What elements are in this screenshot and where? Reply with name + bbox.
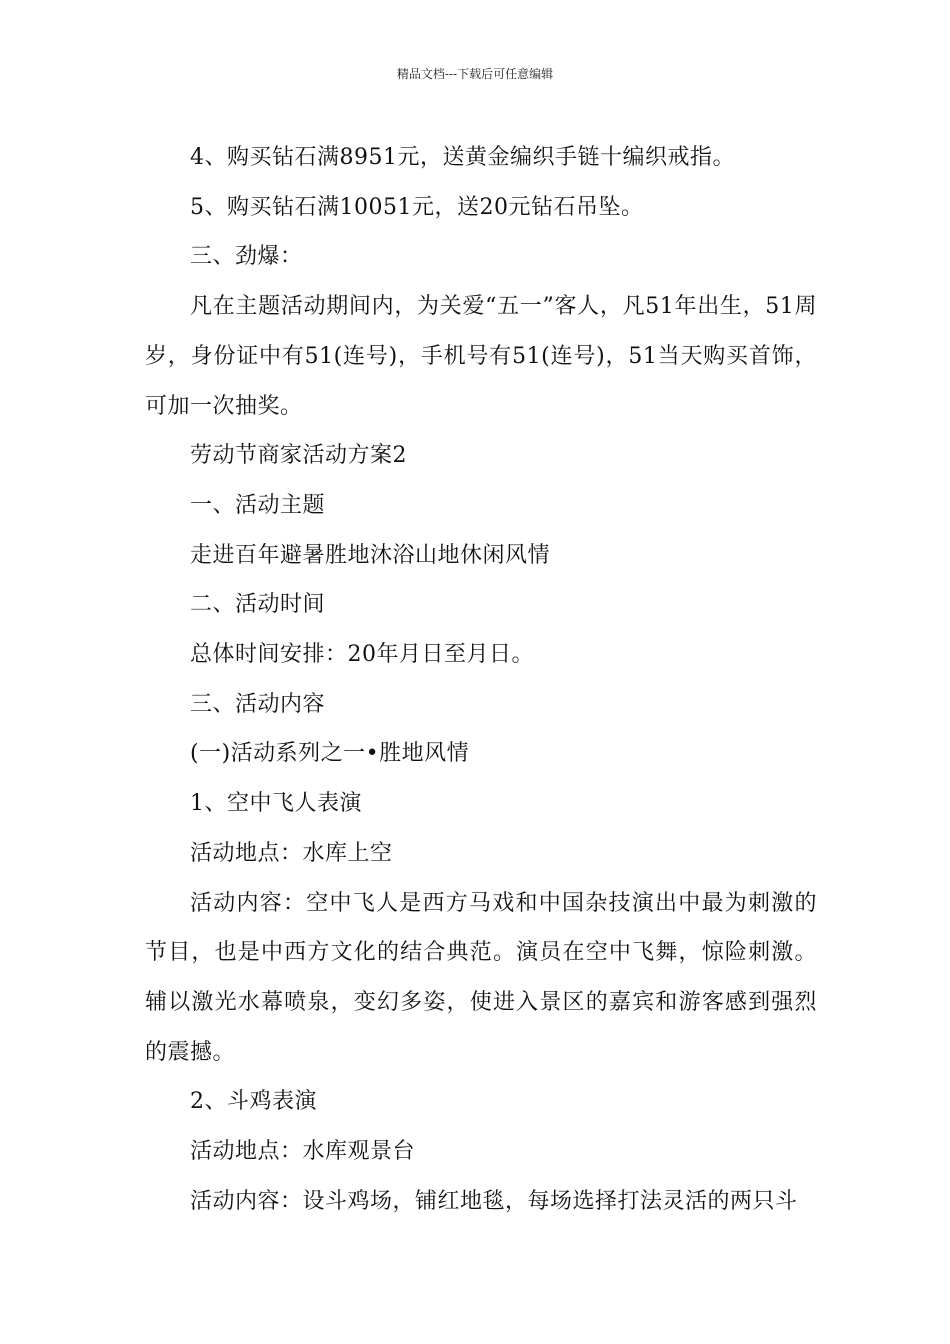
item-heading: 1、空中飞人表演 bbox=[190, 791, 362, 817]
paragraph: 4、购买钻石满8951元，送黄金编织手链十编织戒指。 bbox=[190, 145, 735, 170]
paragraph: 走进百年避暑胜地沐浴山地休闲风情 bbox=[190, 542, 551, 568]
document-body bbox=[145, 133, 817, 1226]
item-heading: 2、斗鸡表演 bbox=[190, 1089, 317, 1115]
paragraph: 活动内容：设斗鸡场，铺红地毯，每场选择打法灵活的两只斗 bbox=[190, 1188, 798, 1214]
paragraph: 活动内容：空中飞人是西方马戏和中国杂技演出中最为刺激的节目，也是中西方文化的结合典范。演员在空中飞舞，惊险刺激。辅以激光水幕喷泉，变幻多姿，使进入景区的嘉宾和游客感到强烈的震撼。 bbox=[145, 890, 817, 1065]
document-title: 劳动节商家活动方案2 bbox=[190, 443, 407, 469]
paragraph: 活动地点：水库上空 bbox=[190, 840, 393, 866]
paragraph: 凡在主题活动期间内，为关爱“五一”客人，凡51年出生，51周岁，身份证中有51(连号)，手机号有51(连号)，51当天购买首饰，可加一次抽奖。 bbox=[145, 294, 817, 419]
section-heading: 二、活动时间 bbox=[190, 592, 326, 618]
paragraph: 总体时间安排：20年月日至月日。 bbox=[190, 642, 534, 668]
paragraph: 活动地点：水库观景台 bbox=[190, 1139, 416, 1165]
section-heading: 一、活动主题 bbox=[190, 492, 326, 518]
page-header: 精品文档---下载后可任意编辑 bbox=[396, 67, 554, 81]
subsection-heading: (一)活动系列之一•胜地风情 bbox=[190, 741, 470, 767]
paragraph: 5、购买钻石满10051元，送20元钻石吊坠。 bbox=[190, 194, 644, 220]
section-heading: 三、活动内容 bbox=[190, 691, 326, 717]
section-heading: 三、劲爆： bbox=[190, 244, 303, 270]
